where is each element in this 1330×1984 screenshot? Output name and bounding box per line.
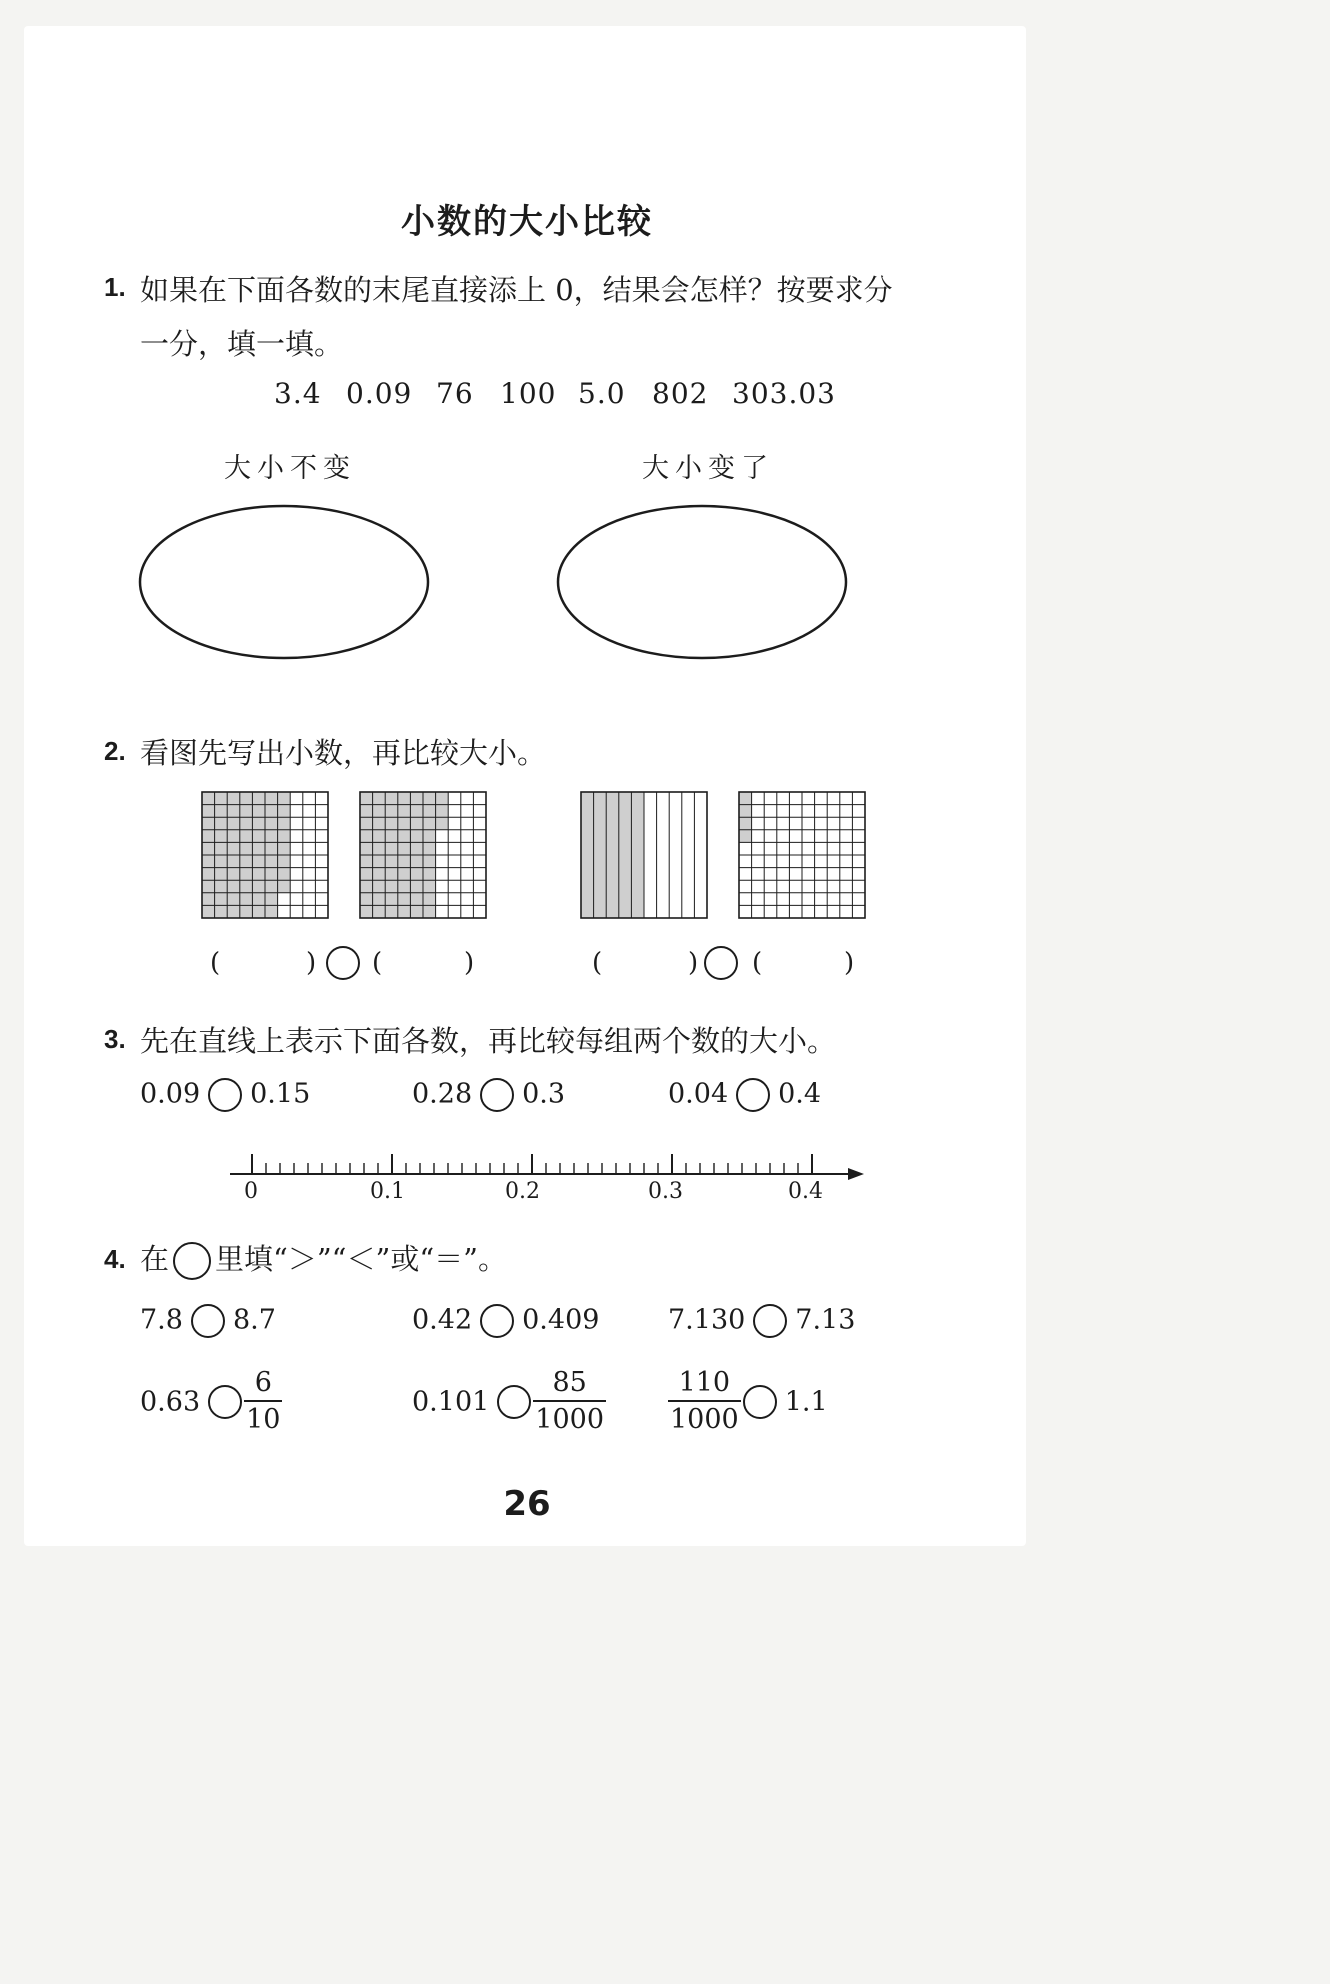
q2-text: 看图先写出小数，再比较大小。	[140, 736, 547, 770]
q4-compare-circle-6[interactable]	[743, 1385, 777, 1419]
q1-number-7: 303.03	[732, 377, 836, 410]
q4-compare-circle-3[interactable]	[753, 1304, 787, 1338]
axis-label-0-4: 0.4	[788, 1179, 823, 1204]
axis-label-0-1: 0.1	[370, 1179, 405, 1204]
q2-paren-close-4: )	[844, 948, 855, 978]
q2-paren-open-3: (	[592, 948, 603, 978]
q1-number-5: 5.0	[578, 377, 626, 410]
q3-pair-1-right: 0.15	[250, 1078, 311, 1110]
q1-number-4: 100	[500, 377, 557, 410]
fraction-denominator: 1000	[533, 1400, 606, 1438]
q4-item-5	[412, 1366, 606, 1438]
q4-fraction-6-10	[244, 1366, 282, 1438]
q3-text: 先在直线上表示下面各数，再比较每组两个数的大小。	[140, 1024, 837, 1058]
q4-item-1	[140, 1304, 276, 1338]
q1-text-line1: 如果在下面各数的末尾直接添上 0，结果会怎样？按要求分	[140, 273, 893, 307]
q2-number: 2.	[104, 736, 126, 766]
q4-compare-circle-2[interactable]	[480, 1304, 514, 1338]
page-number: 26	[503, 1484, 551, 1524]
q3-pair-2-right: 0.3	[522, 1078, 566, 1110]
q4-compare-circle-4[interactable]	[208, 1385, 242, 1419]
q2-paren-open-1: (	[210, 948, 221, 978]
q3-pair-3-left: 0.04	[668, 1078, 729, 1110]
page-title: 小数的大小比较	[401, 202, 653, 242]
q1-number-2: 0.09	[346, 377, 413, 410]
q3-pair-1-left: 0.09	[140, 1078, 201, 1110]
q4-item-6	[668, 1366, 828, 1438]
q3-pair-3-right: 0.4	[778, 1078, 822, 1110]
q4-item-2-left: 0.42	[412, 1304, 473, 1336]
number-line-arrow	[848, 1168, 864, 1180]
q4-item-6-right: 1.1	[784, 1386, 828, 1418]
q2-paren-close-1: )	[306, 948, 317, 978]
q4-text-after: 里填“＞”“＜”或“＝”。	[215, 1242, 507, 1276]
q4-item-2	[412, 1304, 599, 1338]
q4-item-5-left: 0.101	[412, 1386, 490, 1418]
axis-label-0-3: 0.3	[648, 1179, 683, 1204]
q3-pair-2-left: 0.28	[412, 1078, 473, 1110]
q4-fraction-110-1000	[668, 1366, 741, 1438]
fraction-denominator: 10	[244, 1400, 282, 1438]
axis-label-0-2: 0.2	[505, 1179, 540, 1204]
q4-number: 4.	[104, 1244, 126, 1274]
q1-text-line2: 一分，填一填。	[140, 327, 344, 361]
q4-instruction	[140, 1237, 507, 1280]
q4-item-4	[140, 1366, 282, 1438]
q1-number-1: 3.4	[274, 377, 322, 410]
q4-text-before: 在	[140, 1242, 170, 1276]
q2-paren-open-4: (	[752, 948, 763, 978]
q4-example-circle	[173, 1242, 211, 1280]
q4-fraction-85-1000	[533, 1366, 606, 1438]
changed-label: 大小变了	[642, 453, 774, 484]
q3-number: 3.	[104, 1024, 126, 1054]
q1-number-6: 802	[652, 377, 709, 410]
q4-compare-circle-5[interactable]	[497, 1385, 531, 1419]
q4-item-2-right: 0.409	[522, 1304, 600, 1336]
fraction-numerator: 110	[678, 1367, 731, 1398]
number-line	[0, 0, 1054, 1210]
fraction-numerator: 85	[552, 1367, 587, 1398]
q1-number-3: 76	[436, 377, 474, 410]
q4-item-4-left: 0.63	[140, 1386, 201, 1418]
unchanged-label: 大小不变	[224, 453, 356, 484]
q4-item-3-right: 7.13	[795, 1304, 856, 1336]
fraction-numerator: 6	[254, 1367, 272, 1398]
q4-item-1-left: 7.8	[140, 1304, 183, 1336]
q4-compare-circle-1[interactable]	[191, 1304, 225, 1338]
q2-paren-close-3: )	[688, 948, 699, 978]
q4-item-3	[668, 1304, 855, 1338]
q4-item-1-right: 8.7	[232, 1304, 276, 1336]
q2-paren-close-2: )	[464, 948, 475, 978]
axis-label-0: 0	[244, 1179, 258, 1204]
fraction-denominator: 1000	[668, 1400, 741, 1438]
q4-item-3-left: 7.130	[668, 1304, 746, 1336]
q1-number: 1.	[104, 272, 126, 302]
q2-paren-open-2: (	[372, 948, 383, 978]
